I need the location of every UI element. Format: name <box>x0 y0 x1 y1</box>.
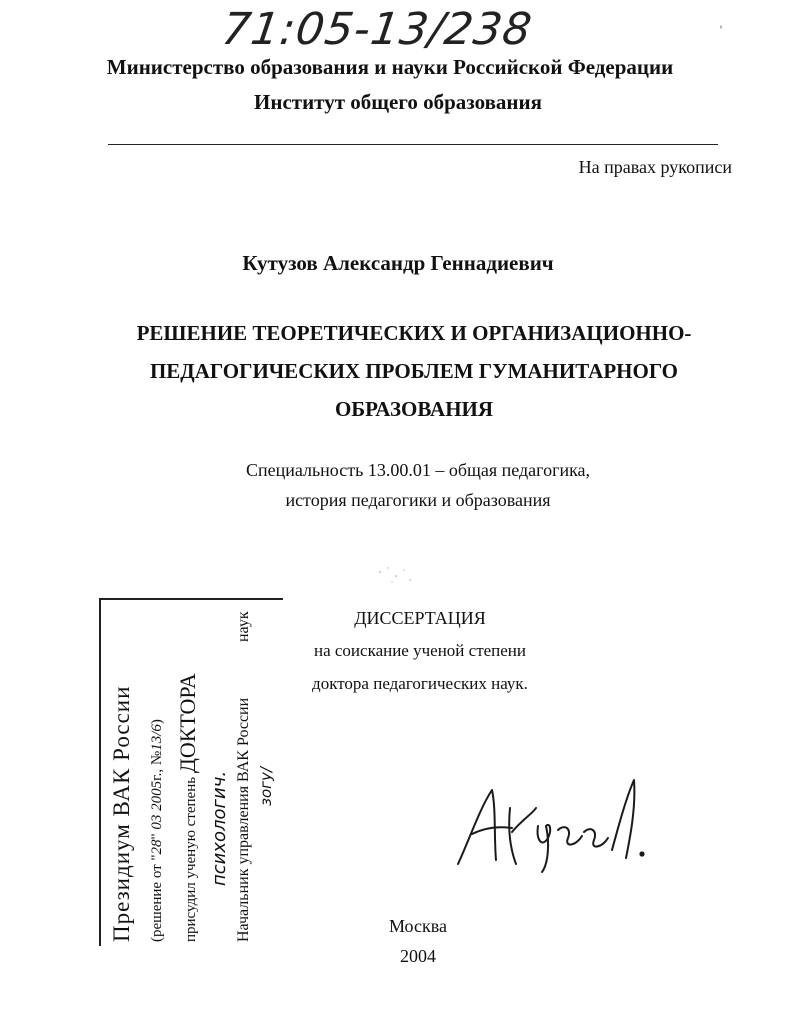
stamp-handwritten-field: психологич. <box>209 770 230 886</box>
author-name: Кутузов Александр Геннадиевич <box>242 251 554 275</box>
paper-specks <box>370 560 430 590</box>
stamp-nauk: наук <box>235 611 252 642</box>
stamp-year: 2005 <box>149 780 165 811</box>
vak-stamp <box>99 598 283 946</box>
city: Москва <box>389 916 447 936</box>
stamp-number: 13/6 <box>149 724 165 751</box>
stamp-month: 03 <box>149 814 165 830</box>
year: 2004 <box>400 946 436 966</box>
specialty-block <box>20 455 796 515</box>
stamp-day: 28 <box>149 839 165 855</box>
stamp-degree: ДОКТОРА <box>175 673 200 774</box>
specialty-line-1: Специальность 13.00.01 – общая педагогика, <box>245 460 591 480</box>
header-divider <box>108 144 718 145</box>
stamp-degree-line <box>175 673 201 942</box>
stamp-handwritten-signature: зогу/ <box>257 767 275 806</box>
title-line-2: ПЕДАГОГИЧЕСКИХ ПРОБЛЕМ ГУМАНИТАРНОГО <box>149 359 679 383</box>
stamp-decision-prefix: (решение от " <box>149 854 165 942</box>
specialty-line-2: история педагогики и образования <box>285 490 551 510</box>
handwritten-catalog-number: 71:05-13/238 <box>218 4 536 55</box>
vak-stamp-text <box>101 600 283 946</box>
stamp-head-text: Начальник управления ВАК России <box>235 697 252 942</box>
stamp-presidium: Президиум ВАК России <box>109 685 134 942</box>
stamp-decision-mid: г., № <box>149 750 165 781</box>
dissertation-title <box>16 314 796 428</box>
rights-note: На правах рукописи <box>578 157 732 177</box>
dissertation-degree-line-1: на соискание ученой степени <box>313 641 527 660</box>
stamp-decision-line: (решение от "28" 03 2005г., №13/6) <box>149 719 165 942</box>
title-line-1: РЕШЕНИЕ ТЕОРЕТИЧЕСКИХ И ОРГАНИЗАЦИОННО- <box>136 321 692 345</box>
corner-mark: ˈ <box>718 22 724 42</box>
dissertation-heading: ДИССЕРТАЦИЯ <box>354 608 486 628</box>
stamp-head-line <box>235 611 253 942</box>
stamp-awarded-text: присудил ученую степень <box>183 776 199 942</box>
institute-heading: Институт общего образования <box>254 90 542 114</box>
signature <box>450 768 650 878</box>
ministry-heading: Министерство образования и науки Российской Федерации <box>106 55 674 79</box>
title-line-3: ОБРАЗОВАНИЯ <box>334 397 494 421</box>
dissertation-degree-line-2: доктора педагогических наук. <box>312 674 528 693</box>
